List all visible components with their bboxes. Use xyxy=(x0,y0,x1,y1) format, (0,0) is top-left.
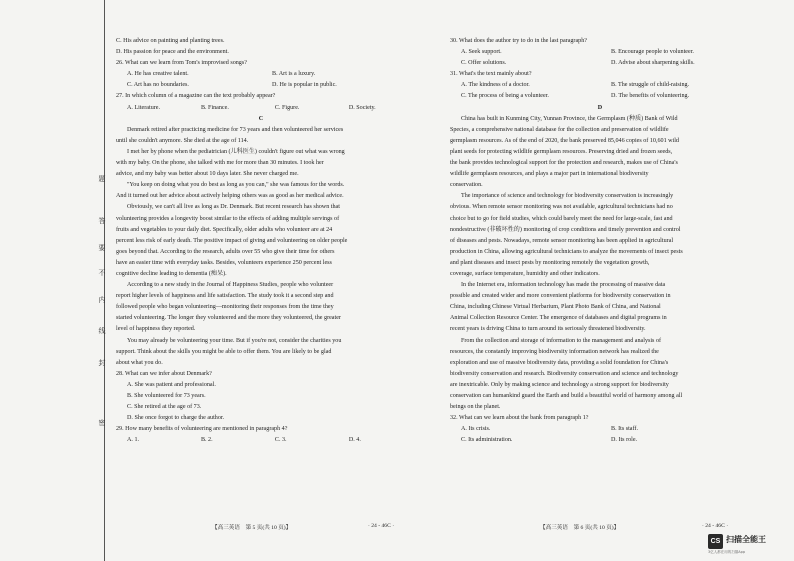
answer-option: D. She once forgot to charge the author. xyxy=(127,415,225,422)
answer-option: B. Its staff. xyxy=(611,426,638,433)
right-footer-code: · 24 - 46C · xyxy=(702,523,729,529)
answer-options xyxy=(450,80,750,91)
answer-option: C. 3. xyxy=(274,437,287,444)
text-line: 27. In which column of a magazine can the text probably appear? xyxy=(116,93,276,100)
binding-mark: 密 xyxy=(98,419,106,427)
text-line: wildlife germplasm resources, and plays a major part in international biodiversity xyxy=(450,171,649,178)
answer-option: A. Literature. xyxy=(127,104,160,111)
answer-options xyxy=(450,424,750,435)
text-line: have an easier time with everyday tasks. Besides, volunteers experience 250 percent less xyxy=(116,259,332,266)
binding-mark: 内 xyxy=(98,296,106,304)
text-line: 32. What can we learn about the bank from paragraph 1? xyxy=(450,415,589,422)
text-line: volunteering provides a longevity boost similar to the effects of adding multiple servings of xyxy=(116,215,340,222)
text-line: followed people who began volunteering—monitoring their responses from the time they xyxy=(116,304,334,311)
text-line: coverage, surface temperature, humidity and other indicators. xyxy=(450,270,600,277)
answer-option: A. She was patient and professional. xyxy=(127,381,216,388)
text-line: resources, the constantly improving biodiversity information network has realized the xyxy=(450,348,659,355)
answer-options xyxy=(450,47,750,58)
text-line: goes beyond that. According to the research, adults over 55 who give their time for others xyxy=(116,248,335,255)
text-line: nondestructive (非破坏性的) monitoring of crop conditions and timely prevention and control xyxy=(450,226,681,233)
left-footer-page-label: 【高三英语 第 5 页(共 10 页)】 xyxy=(212,525,292,531)
answer-options xyxy=(116,435,406,446)
scanner-tagline: 3亿人都在用的扫描App xyxy=(708,550,746,554)
text-line: conservation. xyxy=(450,182,483,189)
answer-option: B. Art is a luxury. xyxy=(272,71,316,78)
paragraph-line: In the Internet era, information technology has made the processing of massive data xyxy=(461,282,666,289)
answer-option: A. Its crisis. xyxy=(461,426,491,433)
text-line: Animal Collection Resource Center. The emergence of databases and digital programs in xyxy=(450,315,667,322)
answer-options xyxy=(116,80,406,91)
answer-option: B. 2. xyxy=(200,437,213,444)
answer-option: D. The benefits of volunteering. xyxy=(611,93,690,100)
answer-options xyxy=(450,91,750,102)
text-line: China, including Chinese Virtual Herbarium, Plant Photo Bank of China, and National xyxy=(450,304,661,311)
binding-mark: 封 xyxy=(98,359,106,367)
text-line: started volunteering. The longer they volunteered and the more they volunteered, the greater xyxy=(116,315,341,322)
text-line: 29. How many benefits of volunteering are mentioned in paragraph 4? xyxy=(116,426,288,433)
answer-option: C. She retired at the age of 73. xyxy=(127,404,202,411)
text-line: Species, a comprehensive national database for the collection and preservation of wildlife xyxy=(450,126,669,133)
paragraph-line: China has built in Kunming City, Yunnan Province, the Germplasm (种质) Bank of Wild xyxy=(461,115,678,122)
text-line: with my baby. On the phone, she talked with me for more than 30 minutes. I took her xyxy=(116,160,324,167)
text-line: And it turned out her advice about actively helping others was as good as her medical advice. xyxy=(116,193,344,200)
paragraph-line: The importance of science and technology for biodiversity conservation is increasingly xyxy=(461,193,674,200)
binding-mark: 答 xyxy=(98,217,106,225)
answer-option: B. The struggle of child-raising. xyxy=(611,82,690,89)
right-page xyxy=(450,36,750,446)
answer-option: D. He is popular in public. xyxy=(272,82,337,89)
text-line: and plant diseases and insect pests by monitoring remotely the vegetation growth, xyxy=(450,259,650,266)
binding-mark: 题 xyxy=(98,175,106,183)
paragraph-line: Obviously, we can't all live as long as Dr. Denmark. But recent research has shown that xyxy=(127,204,340,211)
text-line: 28. What can we infer about Denmark? xyxy=(116,370,212,377)
section-letter: D xyxy=(597,104,603,111)
section-letter: C xyxy=(258,115,264,122)
binding-mark: 要 xyxy=(98,244,106,252)
answer-options xyxy=(116,103,406,114)
text-line: of diseases and pests. Nowadays, remote sensor monitoring has been applied in agricultural xyxy=(450,237,674,244)
answer-option: D. Its role. xyxy=(611,437,638,444)
answer-option: D. Advise about sharpening skills. xyxy=(611,60,695,67)
text-line: cognitive decline leading to dementia (痴呆). xyxy=(116,270,227,277)
left-footer-code: · 24 - 46C · xyxy=(368,523,395,529)
answer-option: D. 4. xyxy=(348,437,361,444)
binding-mark: 不 xyxy=(98,269,106,277)
answer-option: A. Seek support. xyxy=(461,49,502,56)
binding-mark: 线 xyxy=(98,327,106,335)
answer-options xyxy=(450,58,750,69)
text-line: conservation can humankind guard the Earth and build a beautiful world of harmony among all xyxy=(450,393,683,399)
text-line: plant seeds for protecting wildlife germplasm resources. Preserving dried and frozen seeds, xyxy=(450,148,673,155)
answer-option: A. He has creative talent. xyxy=(127,71,189,78)
binding-line xyxy=(104,0,105,561)
left-page xyxy=(116,36,406,446)
answer-option: C. Art has no boundaries. xyxy=(127,82,189,89)
text-line: recent years is driving China to turn around its seriously threatened biodiversity. xyxy=(450,326,646,333)
scanner-watermark xyxy=(708,532,788,556)
answer-option: C. Figure. xyxy=(274,104,300,111)
text-line: advice, and my baby was better about 10 days later. She never charged me. xyxy=(116,171,299,178)
answer-option: B. Finance. xyxy=(200,104,229,111)
text-line: fruits and vegetables to your daily diet. Specifically, older adults who volunteer are at 24 xyxy=(116,226,333,233)
text-line: level of happiness they reported. xyxy=(116,326,196,333)
text-line: exploration and use of massive biodiversity data, providing a solid foundation for China's xyxy=(450,359,669,366)
right-footer-page-label: 【高三英语 第 6 页(共 10 页)】 xyxy=(540,525,620,531)
answer-option: C. The process of being a volunteer. xyxy=(461,93,549,100)
text-line: until she couldn't anymore. She died at the age of 114. xyxy=(116,137,249,144)
text-line: about what you do. xyxy=(116,359,163,366)
text-line: C. His advice on painting and planting trees. xyxy=(116,38,225,44)
answer-option: B. She volunteered for 73 years. xyxy=(127,393,206,399)
text-line: 26. What can we learn from Tom's improvised songs? xyxy=(116,60,247,67)
answer-options xyxy=(450,435,750,446)
answer-option: A. 1. xyxy=(127,437,140,444)
answer-option: A. The kindness of a doctor. xyxy=(461,82,530,89)
scanner-logo-icon: CS xyxy=(708,534,723,549)
text-line: beings on the planet. xyxy=(450,404,501,411)
text-line: are inextricable. Only by making science and technology a strong support for biodiversity xyxy=(450,381,669,388)
text-line: support. Think about the skills you might be able to offer them. You are likely to be glad xyxy=(116,348,332,355)
text-line: obvious. When remote sensor monitoring was not available, agricultural technicians had no xyxy=(450,204,673,211)
text-line: report higher levels of happiness and life satisfaction. The study took it a second step and xyxy=(116,293,334,300)
text-line: 31. What's the text mainly about? xyxy=(450,71,532,78)
text-line: the bank provides technological support for the protection and research, makes use of China's xyxy=(450,160,678,167)
text-line: D. His passion for peace and the environment. xyxy=(116,49,229,56)
paragraph-line: You may already be volunteering your time. But if you're not, consider the charities you xyxy=(127,337,342,344)
answer-option: D. Society. xyxy=(348,104,376,111)
text-line: germplasm resources. As of the end of 2020, the bank preserved 85,046 copies of 10,601 wild xyxy=(450,137,679,144)
scanner-app-name: 扫描全能王 xyxy=(726,535,766,544)
text-line: production in China, allowing agricultural technicians to analyze the movements of insect pests xyxy=(450,248,683,255)
paragraph-line: Denmark retired after practicing medicine for 73 years and then volunteered her services xyxy=(127,126,344,133)
answer-option: C. Its administration. xyxy=(461,437,513,444)
paragraph-line: I met her by phone when the pediatrician (儿科医生) couldn't figure out what was wrong xyxy=(127,148,345,155)
paragraph-line: According to a new study in the Journal of Happiness Studies, people who volunteer xyxy=(127,282,334,289)
paragraph-line: "You keep on doing what you do best as long as you can," she was famous for the words. xyxy=(127,182,345,189)
answer-option: B. Encourage people to volunteer. xyxy=(611,49,694,56)
binding-margin xyxy=(0,0,104,561)
answer-options xyxy=(116,69,406,80)
text-line: possible and created wider and more convenient platforms for biodiversity conservation in xyxy=(450,293,671,300)
text-line: 30. What does the author try to do in the last paragraph? xyxy=(450,38,587,44)
text-line: percent less risk of early death. The positive impact of giving and volunteering on older people xyxy=(116,237,348,244)
text-line: biodiversity conservation and research. Biodiversity conservation and science and technology xyxy=(450,370,679,377)
answer-option: C. Offer solutions. xyxy=(461,60,507,67)
text-line: choice but to go for field studies, which could barely meet the need for large-scale, fast and xyxy=(450,215,673,222)
paragraph-line: From the collection and storage of information to the management and analysis of xyxy=(461,337,662,344)
